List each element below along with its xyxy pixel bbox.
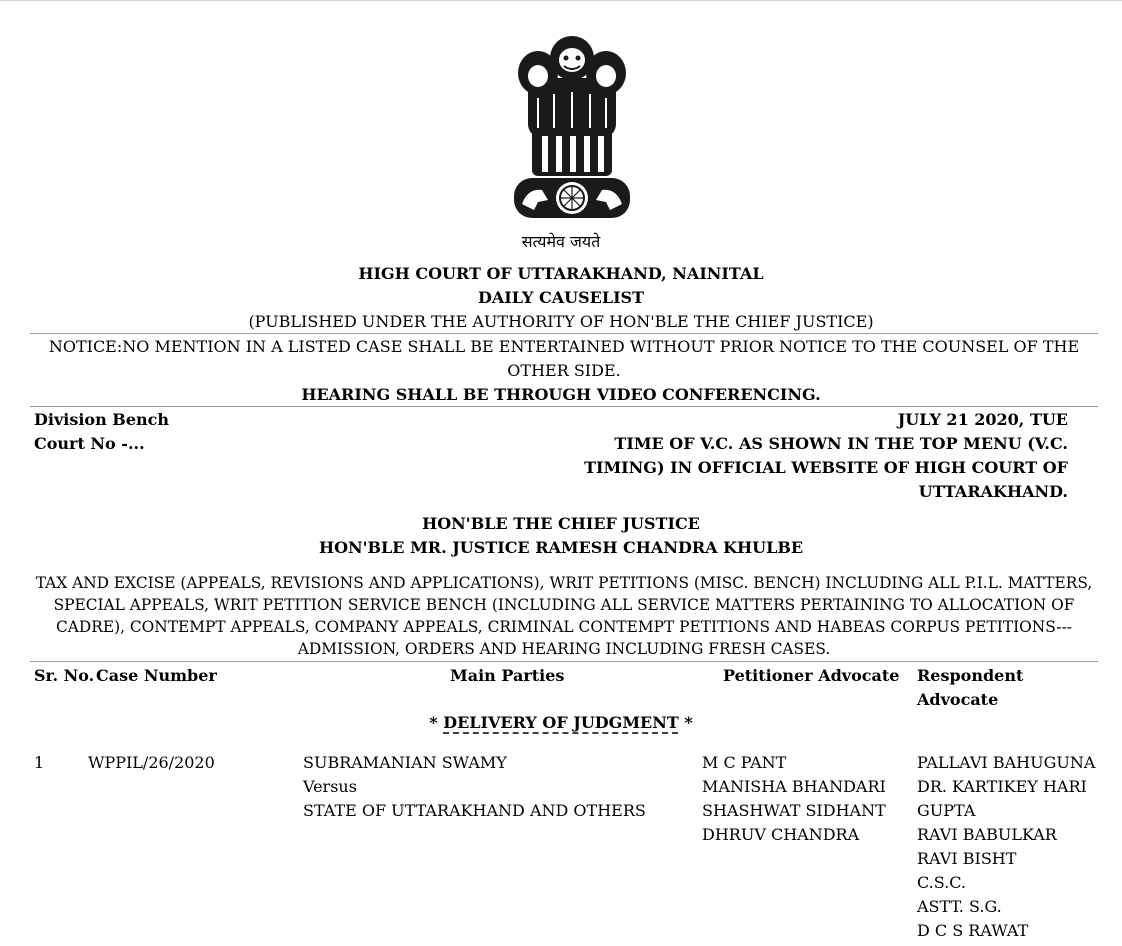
judge-name: HON'BLE MR. JUSTICE RAMESH CHANDRA KHULBE	[318, 538, 804, 557]
col-header-sr-no: Sr. No.	[34, 666, 95, 685]
vc-time-line: TIMING) IN OFFICIAL WEBSITE OF HIGH COURT OF	[584, 458, 1068, 477]
row-sr-no: 1	[34, 753, 45, 772]
category-line: SPECIAL APPEALS, WRIT PETITION SERVICE BENCH (INCLUDING ALL SERVICE MATTERS PERTAINING TO ALLOCATION OF	[53, 596, 1075, 614]
case-category	[30, 572, 1098, 660]
col-header-line: Advocate	[917, 690, 999, 709]
notice-line: NOTICE:NO MENTION IN A LISTED CASE SHALL BE ENTERTAINED WITHOUT PRIOR NOTICE TO THE COUNSEL OF THE	[48, 337, 1080, 356]
notice	[30, 335, 1098, 383]
advocate-line: RAVI BISHT	[917, 849, 1017, 868]
row-case-number: WPPIL/26/2020	[88, 753, 215, 772]
divider	[30, 661, 1098, 662]
court-number: Court No -...	[34, 434, 145, 453]
category-line: ADMISSION, ORDERS AND HEARING INCLUDING FRESH CASES.	[297, 640, 831, 658]
advocate-line: PALLAVI BAHUGUNA	[917, 753, 1096, 772]
vc-time-notice	[584, 432, 1068, 504]
vc-notice: HEARING SHALL BE THROUGH VIDEO CONFERENCING.	[301, 385, 821, 404]
col-header-respondent-advocate	[917, 664, 1023, 712]
advocate-line: ASTT. S.G.	[917, 897, 1002, 916]
advocate-line: D C S RAWAT	[917, 921, 1029, 940]
section-suffix: *	[678, 713, 693, 732]
advocate-line: M C PANT	[702, 753, 787, 772]
notice-line: OTHER SIDE.	[507, 361, 621, 380]
state-emblem-icon	[498, 28, 646, 228]
advocate-line: MANISHA BHANDARI	[702, 777, 886, 796]
party-line: SUBRAMANIAN SWAMY	[303, 753, 507, 772]
divider	[30, 333, 1098, 334]
category-line: TAX AND EXCISE (APPEALS, REVISIONS AND APPLICATIONS), WRIT PETITIONS (MISC. BENCH) INCLUDING ALL P.I.L. MATTERS,	[35, 574, 1093, 592]
party-line: STATE OF UTTARAKHAND AND OTHERS	[303, 801, 646, 820]
published-note: (PUBLISHED UNDER THE AUTHORITY OF HON'BLE THE CHIEF JUSTICE)	[248, 312, 874, 331]
section-title: DELIVERY OF JUDGMENT	[443, 713, 679, 732]
col-header-case-number: Case Number	[96, 666, 217, 685]
bench-type: Division Bench	[34, 410, 169, 429]
advocate-line: C.S.C.	[917, 873, 966, 892]
col-header-main-parties: Main Parties	[450, 666, 565, 685]
causelist-date: JULY 21 2020, TUE	[897, 410, 1068, 429]
row-respondent-advocates	[917, 751, 1095, 943]
advocate-line: DHRUV CHANDRA	[702, 825, 860, 844]
col-header-line: Respondent	[917, 666, 1024, 685]
section-heading	[0, 711, 1122, 735]
col-header-petitioner-advocate: Petitioner Advocate	[723, 666, 900, 685]
judge-name: HON'BLE THE CHIEF JUSTICE	[422, 514, 700, 533]
court-name: HIGH COURT OF UTTARAKHAND, NAINITAL	[358, 264, 764, 283]
advocate-line: DR. KARTIKEY HARI	[917, 777, 1087, 796]
divider	[30, 406, 1098, 407]
advocate-line: GUPTA	[917, 801, 976, 820]
row-main-parties	[303, 751, 646, 823]
category-line: CADRE), CONTEMPT APPEALS, COMPANY APPEALS, CRIMINAL CONTEMPT PETITIONS AND HABEAS CORPUS PETITIONS---	[56, 618, 1072, 636]
section-prefix: *	[429, 713, 444, 732]
document-title: DAILY CAUSELIST	[477, 288, 645, 307]
row-petitioner-advocates	[702, 751, 886, 847]
party-line: Versus	[303, 777, 357, 796]
emblem-motto: सत्यमेव जयते	[521, 232, 601, 251]
vc-time-line: TIME OF V.C. AS SHOWN IN THE TOP MENU (V.C.	[614, 434, 1068, 453]
vc-time-line: UTTARAKHAND.	[918, 482, 1068, 501]
advocate-line: RAVI BABULKAR	[917, 825, 1057, 844]
advocate-line: SHASHWAT SIDHANT	[702, 801, 886, 820]
